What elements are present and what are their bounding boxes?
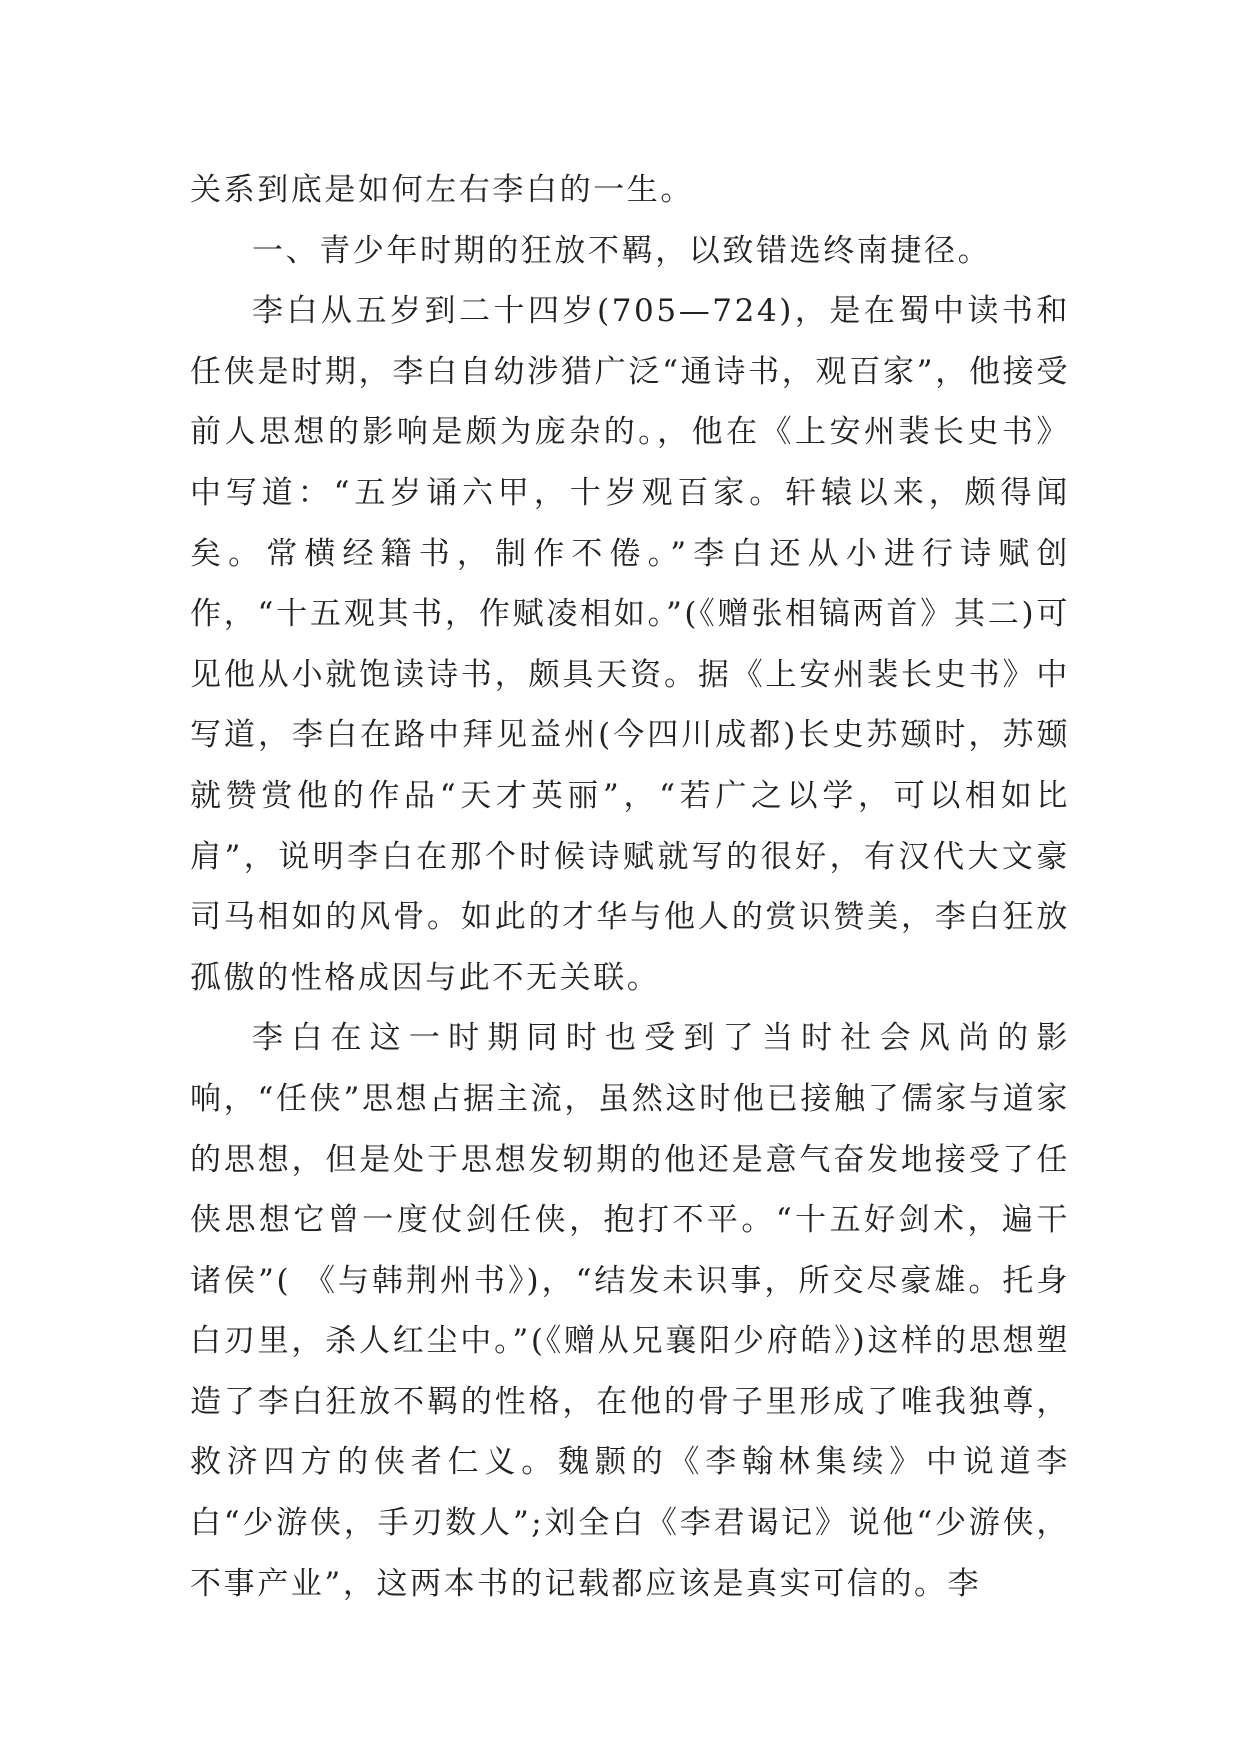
paragraph: 李白从五岁到二十四岁(705—724)，是在蜀中读书和任侠是时期，李白自幼涉猎广泛“通诗书，观百家”，他接受前人思想的影响是颇为庞杂的。，他在《上安州裴长史书》中写道：“五岁诵六甲，十岁观百家。轩辕以来，颇得闻矣。常横经籍书，制作不倦。”李白还从小进行诗赋创作，“十五观其书，作赋凌相如。”(《赠张相镐两首》其二)可见他从小就饱读诗书，颇具天资。据《上安州裴长史书》中写道，李白在路中拜见益州(今四川成都)长史苏颋时，苏颋就赞赏他的作品“天才英丽”，“若广之以学，可以相如比肩”，说明李白在那个时候诗赋就写的很好，有汉代大文豪司马相如的风骨。如此的才华与他人的赏识赞美，李白狂放孤傲的性格成因与此不无关联。 [190,293,1070,996]
section-heading: 一、青少年时期的狂放不羁，以致错选终南捷径。 [252,232,992,269]
body-text [190,160,1070,1614]
paragraph-continuation: 关系到底是如何左右李白的一生。 [190,172,694,208]
paragraph: 李白在这一时期同时也受到了当时社会风尚的影响，“任侠”思想占据主流，虽然这时他已接触了儒家与道家的思想，但是处于思想发轫期的他还是意气奋发地接受了任侠思想它曾一度仗剑任侠，抱打不平。“十五好剑术，遍干诸侯”( 《与韩荆州书》)，“结发未识事，所交尽豪雄。托身白刃里，杀人红尘中。”(《赠从兄襄阳少府皓》)这样的思想塑造了李白狂放不羁的性格，在他的骨子里形成了唯我独尊，救济四方的侠者仁义。魏颢的《李翰林集续》中说道李白“少游侠，手刃数人”;刘全白《李君谒记》说他“少游侠，不事产业”，这两本书的记载都应该是真实可信的。李 [190,1020,1070,1602]
